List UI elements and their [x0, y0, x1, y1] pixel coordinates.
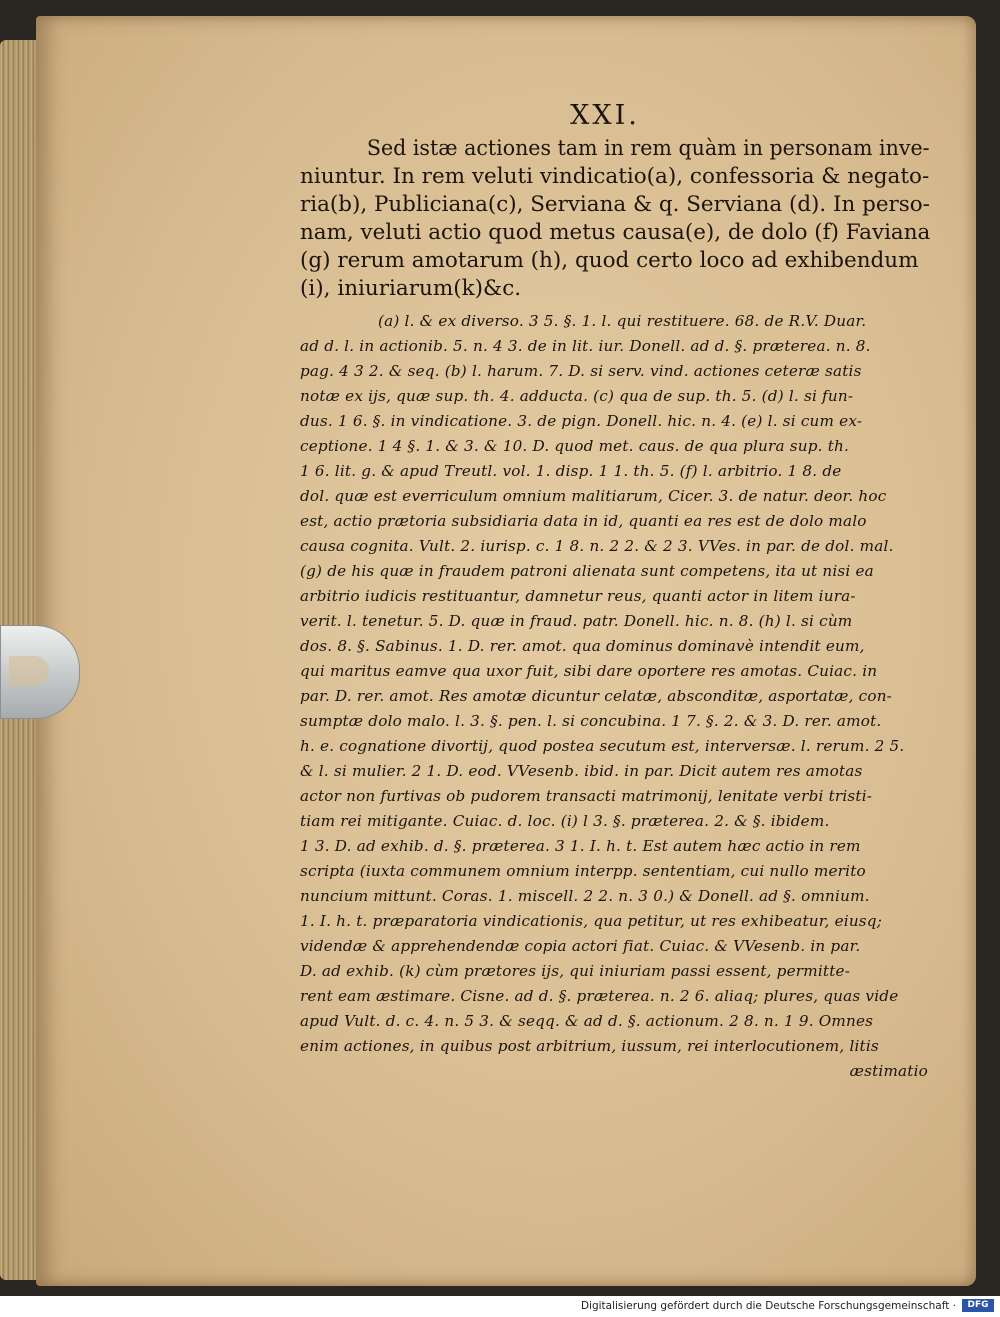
footnote-line: ceptione. 1 4 §. 1. & 3. & 10. D. quod met. caus. de qua plura sup. th. — [300, 437, 850, 455]
main-text-line: nam, veluti actio quod metus causa(e), de dolo (f) Faviana — [300, 220, 931, 245]
section-heading: XXI. — [570, 100, 640, 131]
main-text-line: Sed istæ actiones tam in rem quàm in personam inve- — [366, 136, 930, 161]
footnote-line: causa cognita. Vult. 2. iurisp. c. 1 8. n. 2 2. & 2 3. VVes. in par. de dol. mal. — [300, 537, 894, 555]
page-text — [300, 100, 940, 1084]
footnote-line: tiam rei mitigante. Cuiac. d. loc. (i) l 3. §. præterea. 2. & §. ibidem. — [300, 812, 830, 830]
page-clip-hole — [9, 656, 49, 686]
footnote-line: actor non furtivas ob pudorem transacti matrimonij, lenitate verbi tristi- — [300, 787, 873, 805]
footnote-line: arbitrio iudicis restituantur, damnetur reus, quanti actor in litem iura- — [300, 587, 856, 605]
footnote-line: D. ad exhib. (k) cùm prætores ijs, qui iniuriam passi essent, permitte- — [300, 962, 851, 980]
footnote-line: est, actio prætoria subsidiaria data in id, quanti ea res est de dolo malo — [300, 512, 867, 530]
footnote-line: scripta (iuxta communem omnium interpp. sententiam, cui nullo merito — [300, 862, 866, 880]
dfg-logo: DFG — [962, 1299, 994, 1312]
footnote-line: enim actiones, in quibus post arbitrium, iussum, rei interlocutionem, litis — [300, 1037, 879, 1055]
main-text-line: (i), iniuriarum(k)&c. — [300, 276, 522, 301]
footnote-line: dos. 8. §. Sabinus. 1. D. rer. amot. qua dominus dominavè intendit eum, — [300, 637, 865, 655]
footer-credit: Digitalisierung gefördert durch die Deutsche Forschungsgemeinschaft · — [580, 1300, 956, 1312]
footnote-line: (g) de his quæ in fraudem patroni alienata sunt competens, ita ut nisi ea — [300, 562, 874, 580]
footnote-line: 1. I. h. t. præparatoria vindicationis, qua petitur, ut res exhibeatur, eiusq; — [300, 912, 883, 930]
footnote-line: & l. si mulier. 2 1. D. eod. VVesenb. ibid. in par. Dicit autem res amotas — [300, 762, 863, 780]
footnote-line: qui maritus eamve qua uxor fuit, sibi dare oportere res amotas. Cuiac. in — [300, 662, 878, 680]
footnote-line: 1 3. D. ad exhib. d. §. præterea. 3 1. I. h. t. Est autem hæc actio in rem — [300, 837, 861, 855]
catchword: æstimatio — [849, 1062, 928, 1080]
footnote-line: verit. l. tenetur. 5. D. quæ in fraud. patr. Donell. hic. n. 8. (h) l. si cùm — [300, 612, 853, 630]
footnote-line: rent eam æstimare. Cisne. ad d. §. præterea. n. 2 6. aliaq; plures, quas vide — [300, 987, 899, 1005]
footnote-line: nuncium mittunt. Coras. 1. miscell. 2 2. n. 3 0.) & Donell. ad §. omnium. — [300, 887, 870, 905]
footnote-line: dol. quæ est everriculum omnium malitiarum, Cicer. 3. de natur. deor. hoc — [300, 487, 887, 505]
main-text-line: ria(b), Publiciana(c), Serviana & q. Serviana (d). In perso- — [300, 192, 930, 217]
footnote-line: notæ ex ijs, quæ sup. th. 4. adducta. (c) qua de sup. th. 5. (d) l. si fun- — [300, 387, 854, 405]
footnote-line: dus. 1 6. §. in vindicatione. 3. de pign. Donell. hic. n. 4. (e) l. si cum ex- — [300, 412, 863, 430]
footnote-line: par. D. rer. amot. Res amotæ dicuntur celatæ, absconditæ, asportatæ, con- — [300, 687, 893, 705]
page-clip — [0, 625, 80, 719]
footnote-line: 1 6. lit. g. & apud Treutl. vol. 1. disp. 1 1. th. 5. (f) l. arbitrio. 1 8. de — [300, 462, 842, 480]
footnote-line: pag. 4 3 2. & seq. (b) l. harum. 7. D. si serv. vind. actiones ceteræ satis — [300, 362, 862, 380]
main-paragraph — [300, 135, 940, 303]
main-text-line: niuntur. In rem veluti vindicatio(a), confessoria & negato- — [300, 164, 930, 189]
footer-bar — [0, 1296, 1000, 1317]
footnotes — [300, 309, 940, 1059]
main-text-line: (g) rerum amotarum (h), quod certo loco ad exhibendum — [300, 248, 919, 273]
footnote-line: sumptæ dolo malo. l. 3. §. pen. l. si concubina. 1 7. §. 2. & 3. D. rer. amot. — [300, 712, 882, 730]
footnote-line: h. e. cognatione divortij, quod postea secutum est, interversæ. l. rerum. 2 5. — [300, 737, 905, 755]
footnote-line: (a) l. & ex diverso. 3 5. §. 1. l. qui restituere. 68. de R.V. Duar. — [378, 312, 867, 330]
footnote-line: apud Vult. d. c. 4. n. 5 3. & seqq. & ad d. §. actionum. 2 8. n. 1 9. Omnes — [300, 1012, 874, 1030]
footnote-line: videndæ & apprehendendæ copia actori fiat. Cuiac. & VVesenb. in par. — [300, 937, 861, 955]
footnote-line: ad d. l. in actionib. 5. n. 4 3. de in lit. iur. Donell. ad d. §. præterea. n. 8. — [300, 337, 871, 355]
